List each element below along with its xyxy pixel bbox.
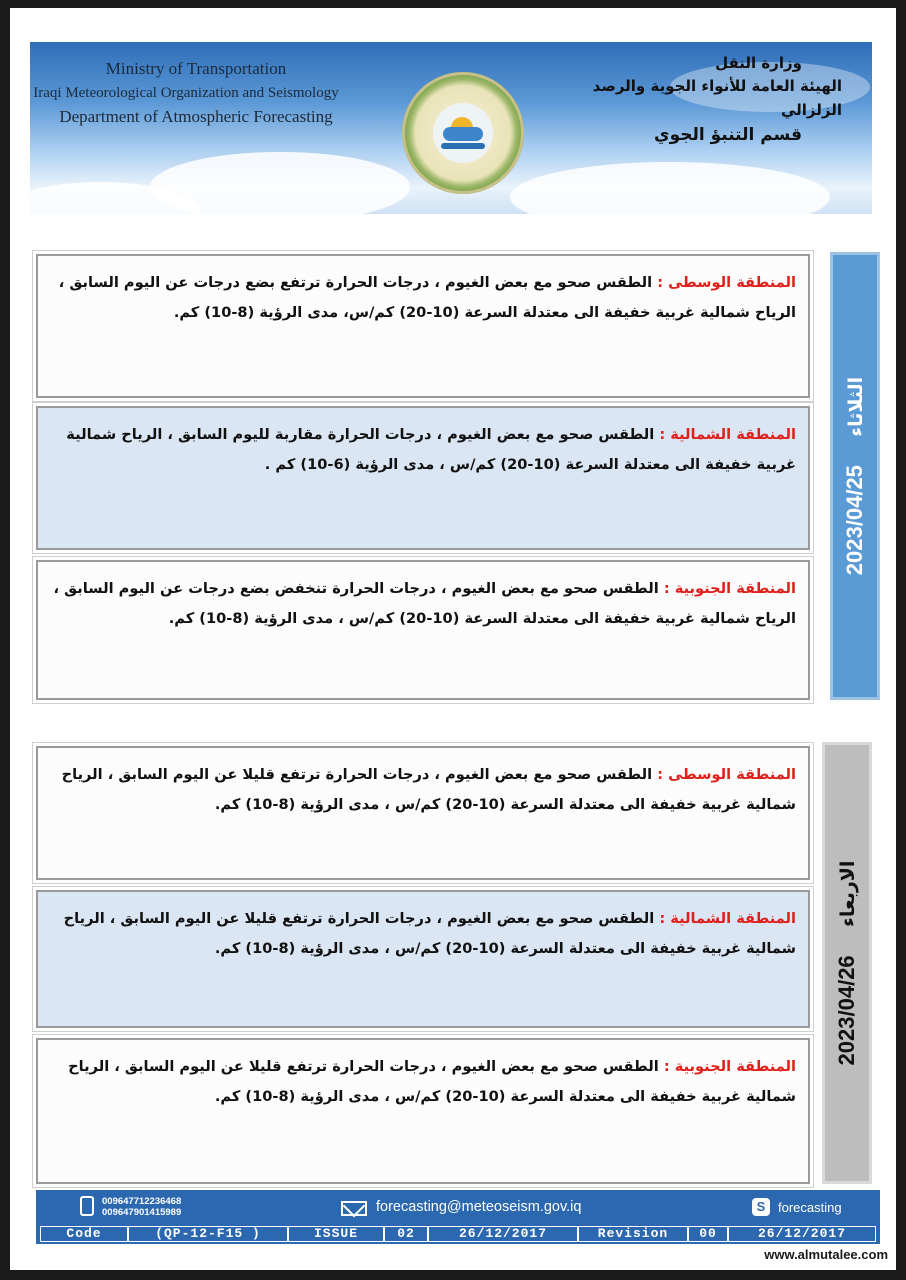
region-name: المنطقة الشمالية : — [659, 426, 796, 443]
region-text: الطقس صحو مع بعض الغيوم ، درجات الحرارة ترتفع قليلا عن اليوم السابق ، الرياح شمالية غربية خفيفة الى معتدلة السرعة (10-20) كم/س ، مدى الرؤية (8-10) كم. — [68, 1058, 796, 1105]
date-value: 2023/04/25 — [842, 465, 867, 576]
region-text: الطقس صحو مع بعض الغيوم ، درجات الحرارة ترتفع قليلا عن اليوم السابق ، الرياح شمالية غربية خفيفة الى معتدلة السرعة (10-20) كم/س ، مدى الرؤية (8-10) كم. — [63, 910, 796, 957]
region-central — [36, 746, 810, 880]
department-name-ar: قسم التنبؤ الجوي — [654, 124, 802, 145]
region-forecast — [38, 408, 808, 480]
region-text: الطقس صحو مع بعض الغيوم ، درجات الحرارة تنخفض بضع درجات عن اليوم السابق ، الرياح شمالية غربية خفيفة الى معتدلة السرعة (10-20) كم/س ، مدى الرؤية (8-10) كم. — [53, 580, 796, 627]
phone-numbers — [102, 1196, 181, 1218]
region-north — [36, 890, 810, 1028]
date-bar — [822, 742, 872, 1184]
revision-date: 26/12/2017 — [728, 1226, 876, 1242]
region-name: المنطقة الوسطى : — [657, 274, 796, 291]
code-label: Code — [40, 1226, 128, 1242]
document-control-row — [40, 1226, 876, 1242]
region-forecast — [38, 256, 808, 328]
skype-icon: S — [752, 1198, 770, 1216]
email-link[interactable]: forecasting@meteoseism.gov.iq — [376, 1199, 582, 1215]
region-forecast — [38, 562, 808, 634]
ministry-name-en: Ministry of Transportation — [105, 59, 287, 78]
revision-value: 00 — [688, 1226, 728, 1242]
region-name: المنطقة الجنوبية : — [663, 580, 796, 597]
mail-icon — [341, 1201, 367, 1216]
day-name: الاربعاء — [837, 860, 859, 927]
date-label — [842, 377, 868, 575]
issue-date: 26/12/2017 — [428, 1226, 578, 1242]
region-central — [36, 254, 810, 398]
region-forecast — [38, 892, 808, 964]
revision-label: Revision — [578, 1226, 688, 1242]
skype-handle[interactable]: forecasting — [778, 1200, 842, 1215]
phone-number: 009647712236468 — [102, 1196, 182, 1207]
date-bar — [830, 252, 880, 700]
issue-value: 02 — [384, 1226, 428, 1242]
ministry-name-ar: وزارة النقل — [715, 54, 802, 72]
day-section-1 — [36, 246, 876, 704]
day-section-2 — [36, 734, 876, 1188]
emblem-center — [433, 103, 493, 163]
footer-contacts — [36, 1190, 880, 1224]
organization-name-en: Iraqi Meteorological Organization and Seismology — [33, 84, 339, 101]
phone-number: 009647901415989 — [102, 1207, 182, 1218]
region-name: المنطقة الشمالية : — [659, 910, 796, 927]
organization-name-ar: الهيئة العامة للأنواء الجوية والرصد الزلزالي — [592, 77, 842, 119]
header-english — [33, 56, 346, 130]
region-name: المنطقة الوسطى : — [657, 766, 796, 783]
region-south — [36, 560, 810, 700]
header-arabic — [562, 52, 842, 148]
region-south — [36, 1038, 810, 1184]
phone-icon — [80, 1196, 94, 1216]
header-banner — [30, 42, 872, 214]
footer — [36, 1190, 880, 1244]
date-value: 2023/04/26 — [834, 955, 859, 1066]
wave-icon — [441, 143, 485, 149]
code-value: (QP-12-F15 ) — [128, 1226, 288, 1242]
watermark: www.almutalee.com — [760, 1247, 892, 1262]
region-name: المنطقة الجنوبية : — [663, 1058, 796, 1075]
region-forecast — [38, 748, 808, 820]
region-text: الطقس صحو مع بعض الغيوم ، درجات الحرارة ترتفع بضع درجات عن اليوم السابق ، الرياح شمالية غربية خفيفة الى معتدلة السرعة (10-20) كم/س، مدى الرؤية (8-10) كم. — [58, 274, 796, 321]
day-name: الثلاثاء — [845, 376, 867, 437]
region-text: الطقس صحو مع بعض الغيوم ، درجات الحرارة ترتفع قليلا عن اليوم السابق ، الرياح شمالية غربية خفيفة الى معتدلة السرعة (10-20) كم/س ، مدى الرؤية (8-10) كم. — [61, 766, 796, 813]
region-north — [36, 406, 810, 550]
cloud-decoration — [510, 162, 830, 214]
cloud-icon — [443, 127, 483, 141]
date-label — [834, 861, 860, 1066]
issue-label: ISSUE — [288, 1226, 384, 1242]
region-text: الطقس صحو مع بعض الغيوم ، درجات الحرارة مقاربة لليوم السابق ، الرياح شمالية غربية خفيفة الى معتدلة السرعة (10-20) كم/س ، مدى الرؤية (6-10) كم . — [66, 426, 796, 473]
region-forecast — [38, 1040, 808, 1112]
department-name-en: Department of Atmospheric Forecasting — [59, 107, 333, 126]
emblem-icon — [402, 72, 524, 194]
